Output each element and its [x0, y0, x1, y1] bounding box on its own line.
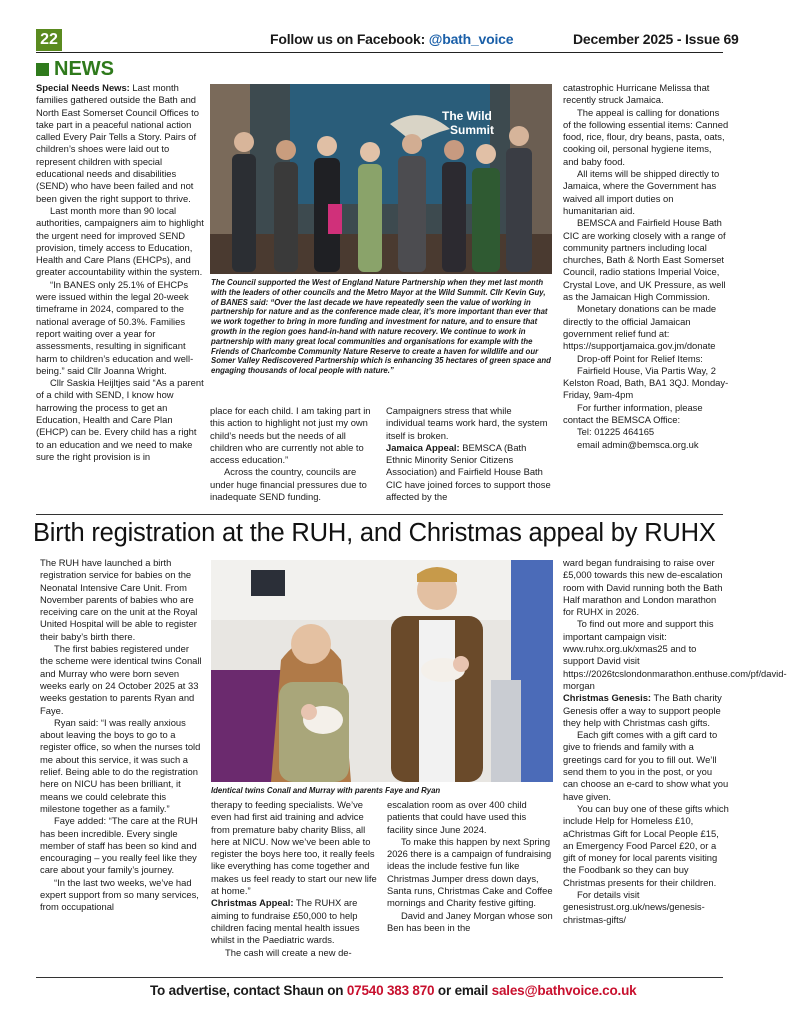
news-label: NEWS	[54, 57, 114, 80]
facebook-line	[270, 31, 513, 47]
header-divider	[36, 52, 723, 53]
feature-column-3	[387, 799, 553, 934]
news-paragraph: Cllr Saskia Heijltjes said “As a parent of a child with SEND, I know how harrowing the process to get an Education, Health and Care Plan (EHCP) can be. Every child has a right to an education and we need to make sure the right provision is in	[36, 377, 204, 462]
wild-summit-caption: The Council supported the West of England Nature Partnership when they met last month with the leaders of other councils and the Metro Mayor at the Wild Summit. Cllr Kevin Guy, of BANES said: “Over the last decade we have repeatedly seen the value of working in partnership for nature and as the conference made clear, it’s more important than ever that we work together to bring in more funding and investment for nature, and to ensure that growth in the region goes hand-in-hand with nature recovery. We continue to work in partnership with many great local communities and organisations for example with the Friends of Charlcombe Community Nature Reserve to create a haven for wildlife and our Somer Valley Rediscovered Partnership which is enhancing 35 hectares of green space and engaging thousands of local people with nature.”	[211, 278, 551, 376]
special-needs-lead: Special Needs News:	[36, 82, 130, 93]
feature-paragraph: “In the last two weeks, we’ve had expert support from so many services, from occupational	[40, 876, 199, 913]
footer-prefix: To advertise, contact Shaun on	[150, 983, 344, 998]
feature-paragraph	[563, 692, 729, 729]
news-paragraph: Campaigners stress that while individual teams work hard, the system itself is broken.	[386, 405, 548, 441]
news-paragraph: All items will be shipped directly to Jamaica, where the Government has waived all import duties on humanitarian aid.	[563, 168, 720, 216]
christmas-genesis-lead: Christmas Genesis:	[563, 692, 652, 704]
news-paragraph: Drop-off Point for Relief Items:	[577, 352, 703, 364]
news-paragraph: The appeal is calling for donations of the following essential items: Canned food, rice, flour, dry beans, pasta, oats, cooking oil, personal hygiene items, and baby food.	[563, 106, 729, 167]
news-column-4	[563, 82, 729, 451]
feature-paragraph: Faye added: “The care at the RUH has been incredible. Every single member of staff has been so kind and encouraging – you really feel like they care about your family’s journey.	[40, 815, 198, 876]
christmas-appeal-lead: Christmas Appeal:	[211, 897, 294, 909]
feature-paragraph	[211, 897, 377, 946]
facebook-prefix: Follow us on Facebook:	[270, 31, 426, 47]
feature-paragraph: Each gift comes with a gift card to give to friends and family with a greetings card for you to fill out. We’ll send them to you in the post, or you can choose an e-card to show what you have given.	[563, 729, 729, 802]
footer-middle: or email	[437, 983, 489, 998]
news-paragraph: Across the country, councils are under huge financial pressures due to inadequate SEND funding.	[210, 466, 367, 503]
feature-headline: Birth registration at the RUH, and Christmas appeal by RUHX	[33, 519, 716, 547]
feature-paragraph: To make this happen by next Spring 2026 there is a campaign of fundraising ideas the include festive fun like Christmas Jumper dress down days, Santa runs, Christmas Cake and Coffee mornings and Charity festive gifting.	[387, 835, 553, 909]
twins-photo	[211, 560, 553, 782]
feature-column-2	[211, 799, 377, 959]
feature-column-4	[563, 557, 787, 926]
news-paragraph: Last month more than 90 local authorities, campaigners aim to highlight the urgent need for improved SEND provision, timely access to Education, Health and Care Plans (EHCPs), and greater accountability within the system.	[36, 204, 204, 278]
feature-paragraph: The first babies registered under the scheme were identical twins Conall and Murray who were born seven weeks early on 24 October 2025 at 33 weeks gestation to parents Ryan and Faye.	[40, 643, 202, 716]
news-paragraph: Monetary donations can be made directly to the official Jamaican government relief fund at: https://supportjamaica.gov.jm/donate	[563, 303, 717, 352]
footer-divider	[36, 977, 723, 978]
feature-paragraph: escalation room as over 400 child patients that could have used this facility since June 2024.	[387, 799, 527, 835]
feature-paragraph: Ryan said: “I was really anxious about leaving the boys to go to a register office, so when the nurses told me about this service, it was such a relief. Being able to do the registration here on NICU has been brilliant, it means we could celebrate this milestone together as a family.”	[40, 716, 201, 814]
facebook-handle-link[interactable]: @bath_voice	[428, 31, 514, 47]
news-paragraph: BEMSCA and Fairfield House Bath CIC are working closely with a range of community partners including local churches, Bath & North East Somerset Council, radio stations Imperial Voice, Crystal Love, and UK Pressure, as well as the Jamaican High Commission.	[563, 217, 726, 303]
page-number: 22	[36, 29, 62, 51]
news-column-3	[386, 405, 552, 503]
summit-sign-text: The Wild	[442, 109, 492, 123]
feature-paragraph: The RUH have launched a birth registration service for babies on the Neonatal Intensive Care Unit. From November parents of babies who are receiving care on the unit at the Royal United Hospital will be able to register their baby’s birth there.	[40, 557, 198, 642]
news-column-2	[210, 405, 376, 503]
christmas-appeal-text: The RUHX are aiming to fundraise £50,000 to help children facing mental health issues whilst in the Paediatric wards.	[211, 897, 360, 946]
feature-paragraph: To find out more and support this important campaign visit: www.ruhx.org.uk/xmas25 and to support David visit https://2026tcslondonmarathon.enthuse.com/pf/david-morgan	[563, 618, 787, 691]
wild-summit-photo	[210, 84, 552, 274]
svg-text:Summit: Summit	[450, 123, 495, 137]
news-paragraph: Fairfield House, Via Partis Way, 2 Kelston Road, Bath, BA1 3QJ. Monday-Friday, 9am-4pm	[563, 364, 729, 401]
news-paragraph	[36, 82, 204, 205]
news-paragraph	[386, 442, 552, 503]
news-column-1	[36, 82, 204, 463]
twins-caption: Identical twins Conall and Murray with parents Faye and Ryan	[211, 786, 441, 795]
advertise-footer	[150, 983, 636, 998]
news-paragraph: email admin@bemsca.org.uk	[577, 438, 699, 450]
news-paragraph: catastrophic Hurricane Melissa that recently struck Jamaica.	[563, 82, 710, 106]
section-divider	[36, 514, 723, 515]
footer-phone-link[interactable]: 07540 383 870	[346, 983, 435, 998]
news-paragraph: Tel: 01225 464165	[577, 426, 655, 438]
news-paragraph: For further information, please contact the BEMSCA Office:	[563, 401, 703, 426]
feature-paragraph: therapy to feeding specialists. We’ve even had first aid training and advice from premature baby charity Bliss, all here at NICU. Now we’ve been able to register the boys here too, it really feels like everything has come together and makes us feel ready to start our new life at home.”	[211, 799, 377, 897]
jamaica-appeal-text: BEMSCA (Bath Ethnic Minority Senior Citizens Association) and Fairfield House Bath CIC have joined forces to support those affected by the	[386, 441, 551, 503]
feature-paragraph: You can buy one of these gifts which include Help for Homeless £10, aChristmas Gift for Local People £15, an Emergency Food Parcel £20, or a gift of money for local parents visiting the Foodbank so they can buy Christmas presents for their children.	[563, 802, 729, 888]
footer-email-link[interactable]: sales@bathvoice.co.uk	[491, 983, 637, 998]
feature-paragraph: For details visit genesistrust.org.uk/news/genesis-christmas-gifts/	[563, 889, 705, 925]
news-paragraph: place for each child. I am taking part in this action to highlight not just my own child’s needs but the needs of all children who are currently not able to access education.”	[210, 405, 371, 466]
news-square-icon	[36, 63, 49, 76]
wild-summit-photo-illustration	[210, 84, 552, 274]
feature-paragraph: ward began fundraising to raise over £5,000 towards this new de-escalation room with David running both the Bath Half marathon and London marathon for RUHX in 2026.	[563, 557, 723, 618]
feature-column-1	[40, 557, 204, 914]
news-paragraph: “In BANES only 25.1% of EHCPs were issued within the legal 20-week timeframe in 2024, compared to the national average of 50.3%. Families report waiting over a year for assessments, resulting in significant harm to children’s education and well-being.” said Cllr Joanna Wright.	[36, 278, 194, 376]
jamaica-appeal-lead: Jamaica Appeal:	[386, 441, 460, 453]
twins-photo-illustration	[211, 560, 553, 782]
feature-paragraph: The cash will create a new de-	[225, 946, 352, 958]
christmas-genesis-text: The Bath charity Genesis offer a way to support people they help with Christmas cash gifts.	[563, 692, 722, 728]
feature-paragraph: David and Janey Morgan whose son Ben has been in the	[387, 909, 553, 933]
lead-text: Last month families gathered outside the Bath and North East Somerset Council Offices to take part in a peaceful national action called Every Pair Tells a Story. Pairs of children’s shoes were laid out to represent children with special educational needs and disabilities (SEND) who have been failed and not been given the right support to thrive.	[36, 82, 199, 204]
news-section-heading	[36, 58, 114, 80]
issue-label: December 2025 - Issue 69	[573, 31, 739, 47]
